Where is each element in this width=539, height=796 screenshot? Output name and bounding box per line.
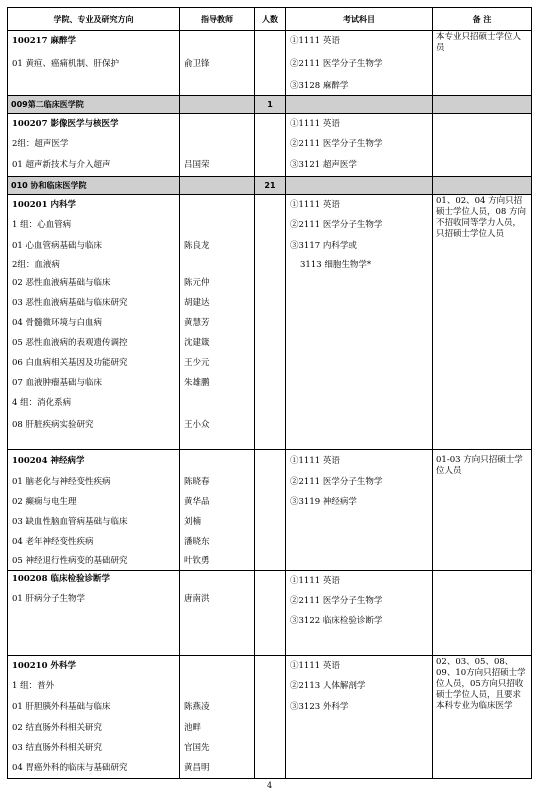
subject-3: ③3119 神经病学 [290, 496, 357, 507]
major-code: 100208 临床检验诊断学 [12, 573, 110, 584]
section-name: 009第二临床医学院 [8, 96, 180, 114]
advisor-name: 黄昌明 [184, 762, 210, 773]
subject-2: ②2111 医学分子生物学 [290, 595, 383, 606]
advisor-name: 俞卫锋 [184, 58, 210, 69]
header-subjects: 考试科目 [286, 8, 433, 31]
research-direction: 03 结直肠外科相关研究 [12, 742, 103, 753]
subject-1: ①1111 英语 [290, 199, 340, 210]
research-direction: 06 白血病相关基因及功能研究 [12, 357, 128, 368]
research-direction: 02 癫痫与电生理 [12, 496, 77, 507]
group-label: 4 组：消化系病 [12, 397, 72, 408]
advisor-name: 陈晓春 [184, 476, 210, 487]
major-code: 100207 影像医学与核医学 [12, 118, 119, 129]
header-remarks: 备 注 [433, 8, 532, 31]
section-010 [8, 177, 532, 195]
subject-3: ③3121 超声医学 [290, 159, 357, 170]
advisor-name: 胡建达 [184, 297, 210, 308]
subject-3: ③3123 外科学 [290, 701, 349, 712]
header-advisor: 指导教师 [180, 8, 255, 31]
subject-2: ②2111 医学分子生物学 [290, 219, 383, 230]
major-code: 100210 外科学 [12, 660, 76, 671]
advisor-name: 吕国荣 [184, 159, 210, 170]
section-009 [8, 96, 532, 114]
subject-3-alt: 3113 细胞生物学* [300, 259, 372, 270]
subject-2: ②2111 医学分子生物学 [290, 476, 383, 487]
advisor-name: 陈良龙 [184, 240, 210, 251]
advisor-name: 刘楠 [184, 516, 202, 527]
header-college: 学院、专业及研究方向 [8, 8, 180, 31]
research-direction: 02 恶性血液病基础与临床 [12, 277, 111, 288]
subject-2: ②2111 医学分子生物学 [290, 58, 383, 69]
advisor-name: 王小众 [184, 419, 210, 430]
major-code: 100204 神经病学 [12, 455, 85, 466]
subject-2: ②2113 人体解剖学 [290, 680, 366, 691]
research-direction: 05 恶性血液病的表观遗传调控 [12, 337, 128, 348]
remark: 01-03 方向只招硕士学位人员 [436, 455, 523, 476]
subject-3: ③3117 内科学或 [290, 240, 357, 251]
subject-3: ③3128 麻醉学 [290, 80, 349, 91]
section-count: 1 [255, 96, 286, 114]
subject-3: ③3122 临床检验诊断学 [290, 615, 383, 626]
research-direction: 03 恶性血液病基础与临床研究 [12, 297, 128, 308]
remark: 02、03、05、08、09、10方向只招硕士学位人员，05方向只招收硕士学位人员，且要求本科专业为临床医学 [436, 657, 526, 711]
block-anesthesia [8, 31, 532, 96]
advisor-name: 黄华品 [184, 496, 210, 507]
block-imaging [8, 114, 532, 177]
section-name: 010 协和临床医学院 [8, 177, 180, 195]
advisor-name: 王少元 [184, 357, 210, 368]
advisor-name: 黄慧芳 [184, 317, 210, 328]
research-direction: 04 老年神经变性疾病 [12, 536, 94, 547]
block-neurology [8, 450, 532, 571]
subject-2: ②2111 医学分子生物学 [290, 138, 383, 149]
advisor-name: 陈燕凌 [184, 701, 210, 712]
research-direction: 03 缺血性脑血管病基础与临床 [12, 516, 128, 527]
research-direction: 04 骨髓微环境与白血病 [12, 317, 103, 328]
advisor-name: 沈建箴 [184, 337, 210, 348]
block-lab-diagnostics [8, 571, 532, 656]
group-label: 1 组：普外 [12, 680, 55, 691]
subject-1: ①1111 英语 [290, 575, 340, 586]
header-row [8, 8, 532, 31]
group-label: 2组：血液病 [12, 259, 60, 270]
remark: 本专业只招硕士学位人员 [436, 32, 522, 53]
research-direction: 07 血液肿瘤基础与临床 [12, 377, 103, 388]
research-direction: 01 超声新技术与介入超声 [12, 159, 111, 170]
subject-1: ①1111 英语 [290, 660, 340, 671]
research-direction: 08 肝脏疾病实验研究 [12, 419, 94, 430]
group-label: 1 组：心血管病 [12, 219, 72, 230]
advisor-name: 叶钦勇 [184, 555, 210, 566]
page-number: 4 [266, 781, 273, 790]
research-direction: 01 心血管病基础与临床 [12, 240, 103, 251]
advisor-name: 唐南洪 [184, 593, 210, 604]
block-internal-medicine [8, 195, 532, 450]
research-direction: 04 胃癌外科的临床与基础研究 [12, 762, 128, 773]
advisor-name: 潘晓东 [184, 536, 210, 547]
enrollment-table [7, 7, 532, 779]
remark: 01、02、04 方向只招硕士学位人员，08 方向不招收同等学力人员，只招硕士学位人员 [436, 196, 527, 239]
research-direction: 01 肝病分子生物学 [12, 593, 86, 604]
research-direction: 01 黄疸、癌痛机制、肝保护 [12, 58, 120, 69]
major-code: 100201 内科学 [12, 199, 76, 210]
advisor-name: 官国先 [184, 742, 210, 753]
advisor-name: 池畔 [184, 722, 202, 733]
major-code: 100217 麻醉学 [12, 35, 76, 46]
group-label: 2组：超声医学 [12, 138, 69, 149]
header-count: 人数 [255, 8, 286, 31]
research-direction: 02 结直肠外科相关研究 [12, 722, 103, 733]
section-count: 21 [255, 177, 286, 195]
subject-1: ①1111 英语 [290, 118, 340, 129]
research-direction: 05 神经退行性病变的基础研究 [12, 555, 128, 566]
research-direction: 01 脑老化与神经变性疾病 [12, 476, 111, 487]
research-direction: 01 肝胆胰外科基础与临床 [12, 701, 111, 712]
advisor-name: 陈元仲 [184, 277, 210, 288]
subject-1: ①1111 英语 [290, 455, 340, 466]
advisor-name: 朱雄鹏 [184, 377, 210, 388]
block-surgery [8, 656, 532, 779]
subject-1: ①1111 英语 [290, 35, 340, 46]
